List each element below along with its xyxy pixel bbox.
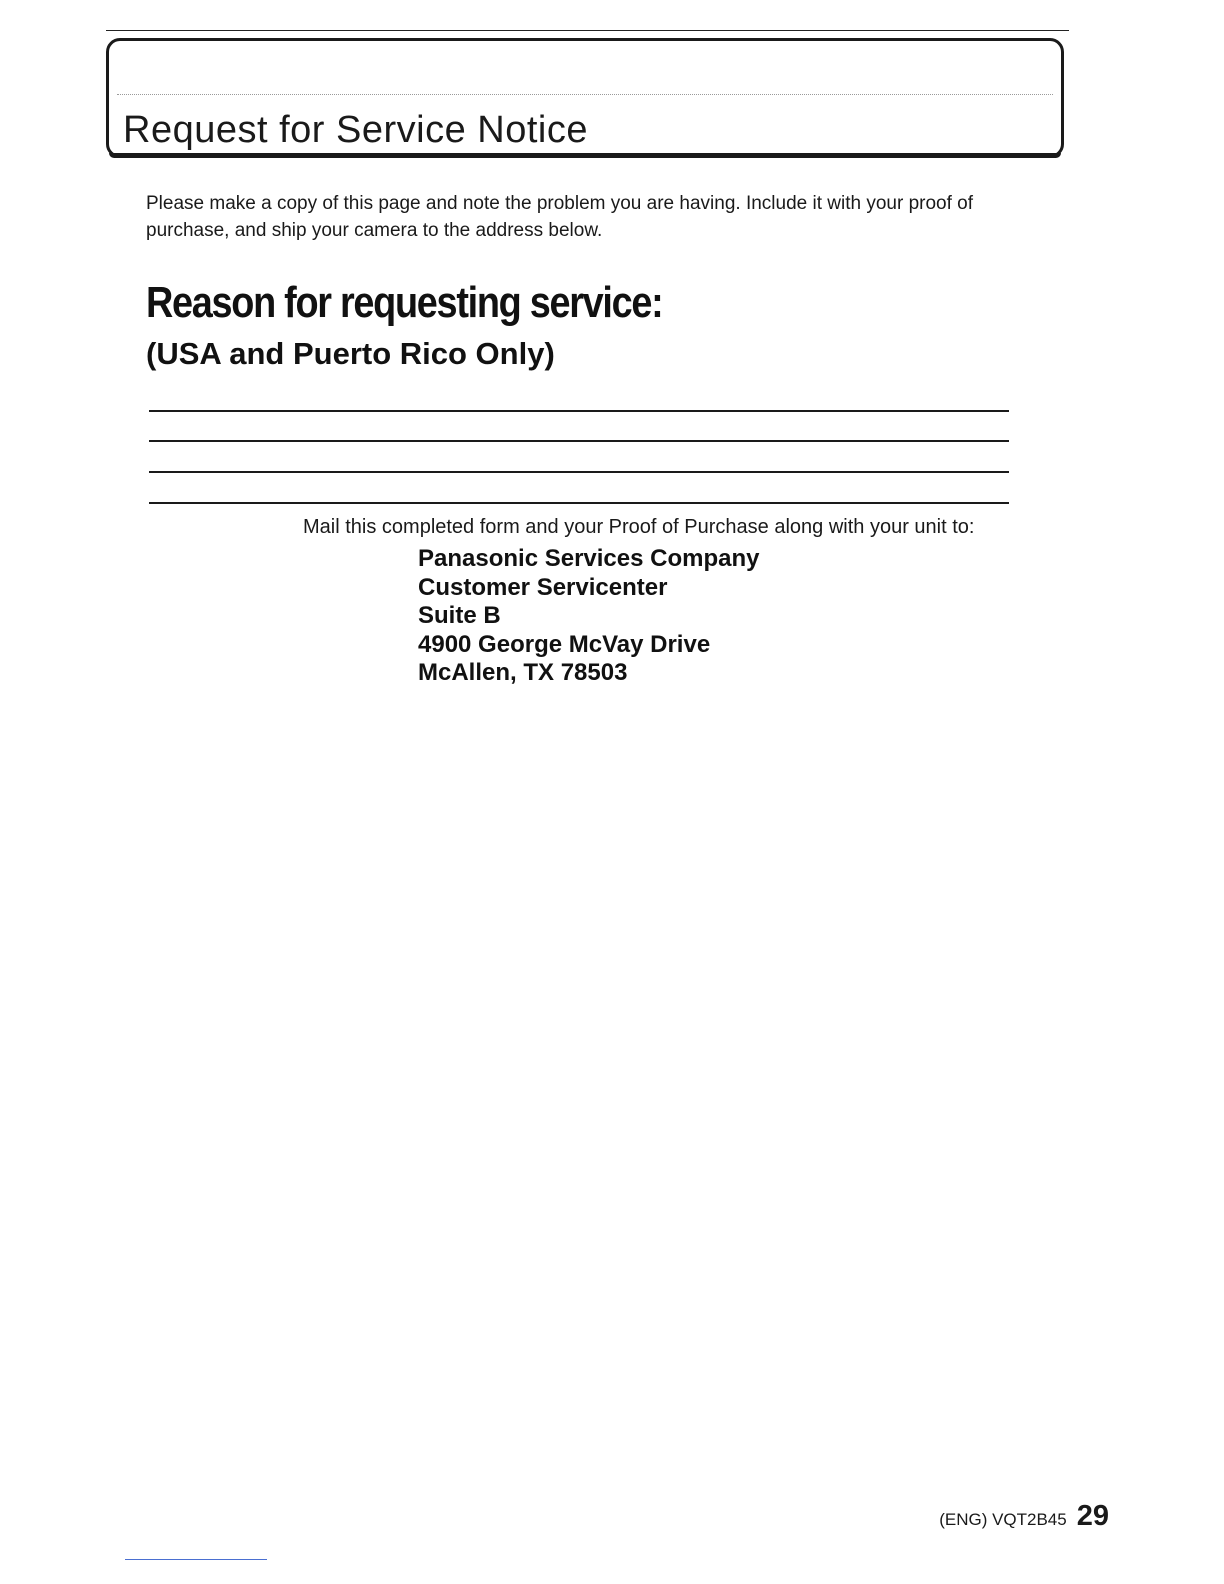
address-line-department: Customer Servicenter	[418, 573, 668, 601]
reason-write-line-1[interactable]	[149, 410, 1009, 412]
mail-instruction: Mail this completed form and your Proof of Purchase along with your unit to:	[303, 516, 975, 538]
section-subheading: (USA and Puerto Rico Only)	[146, 336, 555, 371]
title-box-inner-rule	[117, 94, 1053, 95]
intro-paragraph: Please make a copy of this page and note the problem you are having. Include it with your proof of purchase, and ship your camera to the address below.	[146, 193, 974, 241]
page-footer	[939, 1500, 1109, 1533]
reason-write-line-4[interactable]	[149, 502, 1009, 504]
reason-write-line-2[interactable]	[149, 440, 1009, 442]
address-line-street: 4900 George McVay Drive	[418, 630, 711, 658]
mailing-address	[418, 545, 759, 688]
doc-code: (ENG) VQT2B45	[939, 1510, 1067, 1529]
page-title: Request for Service Notice	[123, 109, 588, 151]
top-rule	[106, 30, 1069, 31]
address-line-city: McAllen, TX 78503	[418, 659, 628, 686]
bottom-rule	[125, 1559, 267, 1560]
title-box-bottom-bar	[109, 153, 1061, 158]
reason-write-line-3[interactable]	[149, 471, 1009, 473]
page-number: 29	[1076, 1500, 1109, 1532]
title-box	[106, 38, 1064, 158]
address-line-suite: Suite B	[418, 602, 501, 629]
section-heading: Reason for requesting service:	[146, 278, 663, 327]
address-line-company: Panasonic Services Company	[418, 545, 760, 572]
